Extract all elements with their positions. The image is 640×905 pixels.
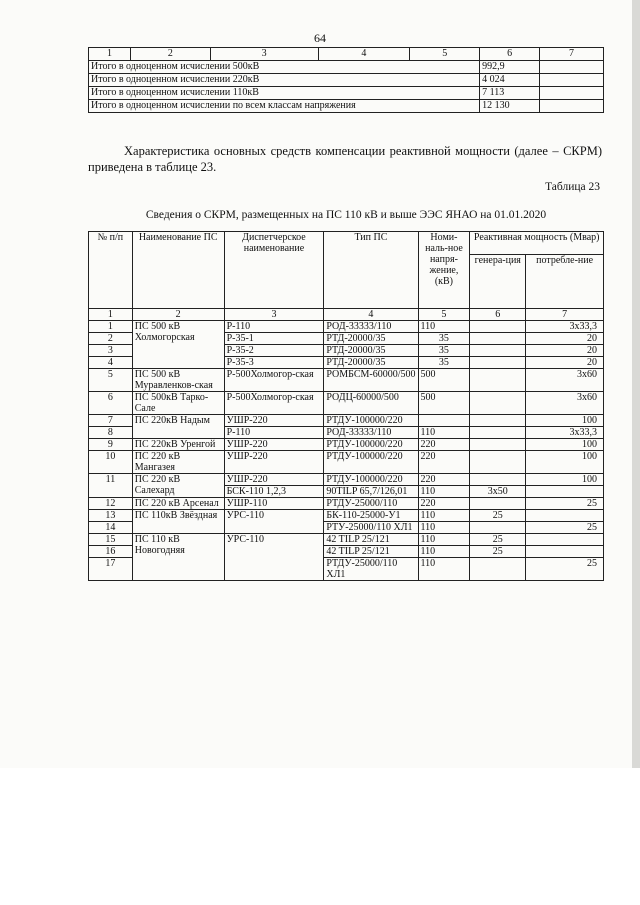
- header-row: [89, 232, 604, 255]
- totals-row: [89, 61, 604, 74]
- header-voltage: Номи-наль-ное напря-жение, (кВ): [418, 232, 470, 309]
- consumption: 20: [526, 357, 604, 369]
- header-reactive: Реактивная мощность (Мвар): [470, 232, 604, 255]
- dispatch-name: Р-35-2: [224, 345, 324, 357]
- ps-type: 42 TILP 25/121: [324, 546, 418, 558]
- generation: [470, 439, 526, 451]
- dispatch-name: УШР-220: [224, 415, 324, 427]
- col-number: 4: [318, 48, 410, 61]
- row-num: 15: [89, 534, 133, 546]
- totals-value: 992,9: [480, 61, 540, 74]
- consumption: 100: [526, 415, 604, 427]
- generation: [470, 333, 526, 345]
- col-number: 1: [89, 48, 131, 61]
- table-row: [89, 369, 604, 392]
- table-row: [89, 474, 604, 486]
- totals-empty: [540, 74, 604, 87]
- row-num: 10: [89, 451, 133, 474]
- row-num: 12: [89, 498, 133, 510]
- generation: [470, 451, 526, 474]
- col-number: 1: [89, 309, 133, 321]
- ps-type: РТД-20000/35: [324, 357, 418, 369]
- table-row: [89, 439, 604, 451]
- col-number: 3: [210, 48, 318, 61]
- dispatch-name: Р-500Холмогор-ская: [224, 392, 324, 415]
- generation: [470, 474, 526, 486]
- voltage: 110: [418, 486, 470, 498]
- totals-value: 4 024: [480, 74, 540, 87]
- generation: 25: [470, 534, 526, 546]
- scan-edge: [632, 0, 640, 768]
- dispatch-name: УРС-110: [224, 534, 324, 581]
- ps-name: ПС 220кВ Надым: [132, 415, 224, 439]
- generation: [470, 522, 526, 534]
- table-row: [89, 321, 604, 333]
- col-number: 6: [470, 309, 526, 321]
- voltage: 220: [418, 439, 470, 451]
- consumption: 20: [526, 333, 604, 345]
- col-number: 6: [480, 48, 540, 61]
- col-number: 2: [130, 48, 210, 61]
- voltage: 500: [418, 392, 470, 415]
- generation: [470, 357, 526, 369]
- header-dispatch: Диспетчерское наименование: [224, 232, 324, 309]
- ps-type: БК-110-25000-У1: [324, 510, 418, 522]
- totals-header-row: [89, 48, 604, 61]
- row-num: 3: [89, 345, 133, 357]
- row-num: 13: [89, 510, 133, 522]
- totals-empty: [540, 61, 604, 74]
- voltage: 110: [418, 522, 470, 534]
- row-num: 4: [89, 357, 133, 369]
- consumption: [526, 546, 604, 558]
- row-num: 8: [89, 427, 133, 439]
- consumption: 25: [526, 558, 604, 581]
- totals-label: Итого в одноценном исчислении 500кВ: [89, 61, 480, 74]
- row-num: 1: [89, 321, 133, 333]
- totals-table: [88, 47, 604, 113]
- consumption: 100: [526, 439, 604, 451]
- dispatch-name: БСК-110 1,2,3: [224, 486, 324, 498]
- ps-name: ПС 220 кВ Арсенал: [132, 498, 224, 510]
- consumption: 100: [526, 474, 604, 486]
- ps-type: РТДУ-100000/220: [324, 451, 418, 474]
- voltage: 110: [418, 427, 470, 439]
- ps-name: ПС 220 кВ Салехард: [132, 474, 224, 498]
- voltage: [418, 415, 470, 427]
- ps-type: РОД-33333/110: [324, 427, 418, 439]
- dispatch-name: Р-35-1: [224, 333, 324, 345]
- totals-label: Итого в одноценном исчислении 110кВ: [89, 87, 480, 100]
- voltage: 220: [418, 498, 470, 510]
- ps-name: ПС 500кВ Тарко-Сале: [132, 392, 224, 415]
- table-row: [89, 498, 604, 510]
- skrm-table: [88, 231, 604, 581]
- ps-type: РТДУ-25000/110 ХЛ1: [324, 558, 418, 581]
- totals-row: [89, 87, 604, 100]
- ps-name: ПС 110кВ Звёздная: [132, 510, 224, 534]
- consumption: 20: [526, 345, 604, 357]
- voltage: 500: [418, 369, 470, 392]
- col-number: 2: [132, 309, 224, 321]
- consumption: [526, 534, 604, 546]
- header-num: № п/п: [89, 232, 133, 309]
- totals-empty: [540, 87, 604, 100]
- dispatch-name: Р-110: [224, 427, 324, 439]
- col-number: 4: [324, 309, 418, 321]
- generation: [470, 321, 526, 333]
- voltage: 220: [418, 451, 470, 474]
- page-number: 64: [314, 31, 326, 45]
- ps-name: ПС 220кВ Уренгой: [132, 439, 224, 451]
- dispatch-name: Р-35-3: [224, 357, 324, 369]
- header-cons: потребле-ние: [526, 255, 604, 309]
- col-number: 5: [410, 48, 480, 61]
- ps-type: РОД-33333/110: [324, 321, 418, 333]
- row-num: 7: [89, 415, 133, 427]
- ps-type: РТУ-25000/110 ХЛ1: [324, 522, 418, 534]
- consumption: 25: [526, 522, 604, 534]
- generation: 25: [470, 546, 526, 558]
- header-type: Тип ПС: [324, 232, 418, 309]
- totals-label: Итого в одноценном исчислении 220кВ: [89, 74, 480, 87]
- voltage: 220: [418, 474, 470, 486]
- consumption: 3х60: [526, 369, 604, 392]
- ps-type: РОДЦ-60000/500: [324, 392, 418, 415]
- dispatch-name: УШР-110: [224, 498, 324, 510]
- column-number-row: [89, 309, 604, 321]
- header-ps-name: Наименование ПС: [132, 232, 224, 309]
- ps-type: РОМБСМ-60000/500: [324, 369, 418, 392]
- ps-type: РТДУ-25000/110: [324, 498, 418, 510]
- intro-paragraph: [88, 143, 602, 175]
- generation: [470, 345, 526, 357]
- generation: [470, 427, 526, 439]
- dispatch-name: УШР-220: [224, 451, 324, 474]
- paragraph-text: Характеристика основных средств компенсации реактивной мощности (далее – СКРМ) приведена в таблице 23.: [88, 144, 602, 174]
- consumption: 100: [526, 451, 604, 474]
- table-row: [89, 415, 604, 427]
- voltage: 35: [418, 333, 470, 345]
- dispatch-name: Р-110: [224, 321, 324, 333]
- ps-type: РТД-20000/35: [324, 333, 418, 345]
- voltage: 35: [418, 357, 470, 369]
- table-row: [89, 510, 604, 522]
- consumption: 3х60: [526, 392, 604, 415]
- col-number: 7: [526, 309, 604, 321]
- voltage: 110: [418, 510, 470, 522]
- row-num: 2: [89, 333, 133, 345]
- voltage: 110: [418, 546, 470, 558]
- dispatch-name: УШР-220: [224, 439, 324, 451]
- generation: 3х50: [470, 486, 526, 498]
- col-number: 7: [540, 48, 604, 61]
- generation: [470, 498, 526, 510]
- table-title: Сведения о СКРМ, размещенных на ПС 110 кВ и выше ЭЭС ЯНАО на 01.01.2020: [145, 209, 547, 221]
- consumption: 3х33,3: [526, 321, 604, 333]
- col-number: 5: [418, 309, 470, 321]
- totals-row: [89, 74, 604, 87]
- row-num: 9: [89, 439, 133, 451]
- header-gen: генера-ция: [470, 255, 526, 309]
- col-number: 3: [224, 309, 324, 321]
- voltage: 110: [418, 558, 470, 581]
- ps-name: ПС 500 кВ Муравленков-ская: [132, 369, 224, 392]
- ps-type: РТД-20000/35: [324, 345, 418, 357]
- totals-label: Итого в одноценном исчислении по всем классам напряжения: [89, 100, 480, 113]
- ps-name: ПС 220 кВ Мангазея: [132, 451, 224, 474]
- voltage: 110: [418, 321, 470, 333]
- consumption: 3х33,3: [526, 427, 604, 439]
- totals-empty: [540, 100, 604, 113]
- row-num: 5: [89, 369, 133, 392]
- generation: [470, 392, 526, 415]
- generation: [470, 369, 526, 392]
- totals-value: 7 113: [480, 87, 540, 100]
- row-num: 16: [89, 546, 133, 558]
- table-label: Таблица 23: [545, 181, 600, 193]
- consumption: [526, 510, 604, 522]
- ps-type: 90TILP 65,7/126,01: [324, 486, 418, 498]
- dispatch-name: Р-500Холмогор-ская: [224, 369, 324, 392]
- generation: 25: [470, 510, 526, 522]
- totals-value: 12 130: [480, 100, 540, 113]
- generation: [470, 415, 526, 427]
- row-num: 11: [89, 474, 133, 498]
- voltage: 35: [418, 345, 470, 357]
- row-num: 6: [89, 392, 133, 415]
- row-num: 17: [89, 558, 133, 581]
- consumption: [526, 486, 604, 498]
- row-num: 14: [89, 522, 133, 534]
- dispatch-name: УШР-220: [224, 474, 324, 486]
- table-row: [89, 451, 604, 474]
- table-row: [89, 392, 604, 415]
- ps-type: 42 TILP 25/121: [324, 534, 418, 546]
- ps-type: РТДУ-100000/220: [324, 439, 418, 451]
- voltage: 110: [418, 534, 470, 546]
- ps-type: РТДУ-100000/220: [324, 415, 418, 427]
- ps-name: ПС 110 кВ Новогодняя: [132, 534, 224, 581]
- generation: [470, 558, 526, 581]
- consumption: 25: [526, 498, 604, 510]
- table-row: [89, 534, 604, 546]
- dispatch-name: УРС-110: [224, 510, 324, 534]
- ps-type: РТДУ-100000/220: [324, 474, 418, 486]
- totals-row: [89, 100, 604, 113]
- ps-name: ПС 500 кВ Холмогорская: [132, 321, 224, 369]
